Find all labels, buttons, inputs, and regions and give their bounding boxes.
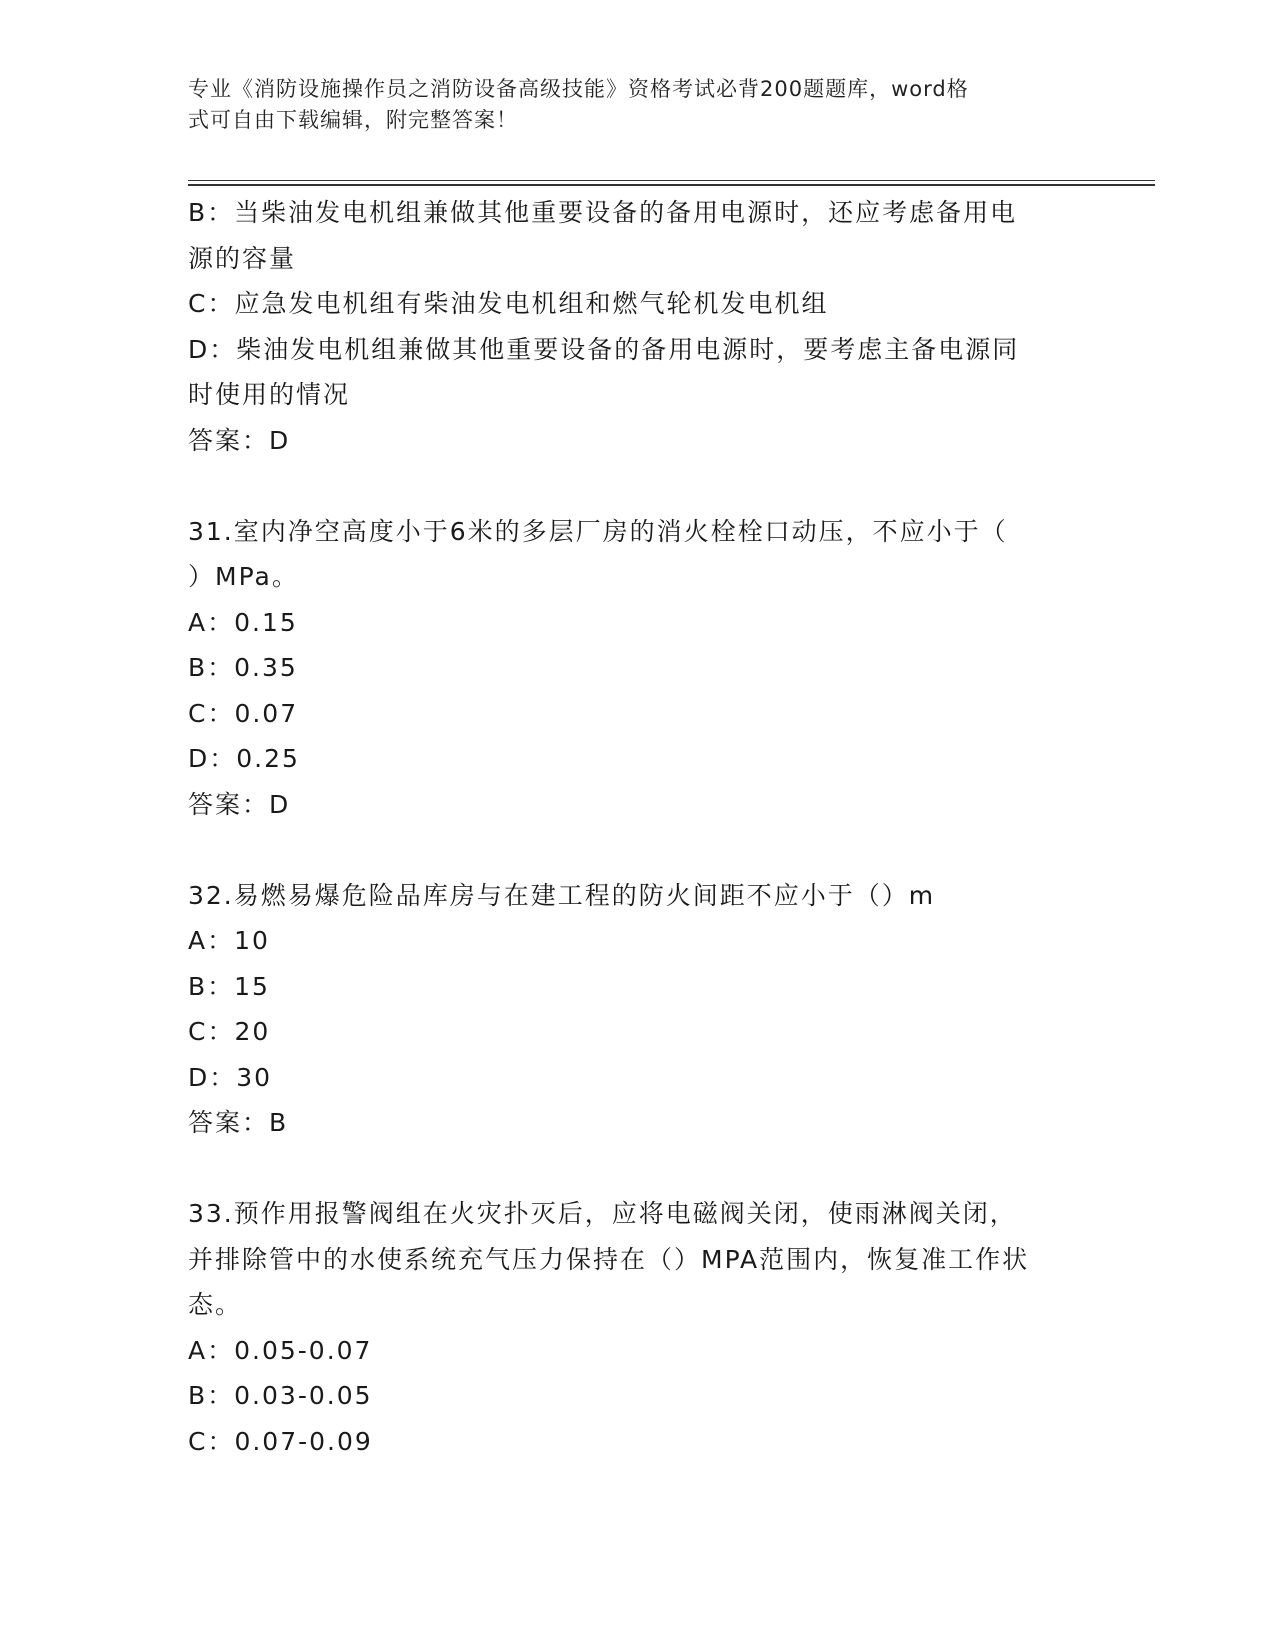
- question-text: 33.预作用报警阀组在火灾扑灭后，应将电磁阀关闭，使雨淋阀关闭，: [188, 1199, 1017, 1228]
- option-b: B：当柴油发电机组兼做其他重要设备的备用电源时，还应考虑备用电: [188, 198, 1018, 227]
- option-c: C：0.07: [188, 698, 299, 728]
- question-32: [188, 873, 1088, 1146]
- option-b-continued: 源的容量: [188, 243, 297, 273]
- spacer: [188, 463, 1088, 509]
- question-text: 31.室内净空高度小于6米的多层厂房的消火栓栓口动压，不应小于（: [188, 516, 1008, 546]
- option-b: B：0.35: [188, 653, 298, 682]
- question-text-continued: 态。: [188, 1290, 243, 1319]
- question-text: 32.易燃易爆危险品库房与在建工程的防火间距不应小于（）m: [188, 880, 936, 910]
- answer: 答案：D: [188, 789, 291, 819]
- header-rule-thick: [188, 184, 1155, 186]
- option-a: A：0.15: [188, 607, 298, 637]
- option-d: D：30: [188, 1062, 273, 1092]
- option-a: A：0.05-0.07: [188, 1335, 373, 1365]
- option-d: D：0.25: [188, 744, 300, 773]
- option-d-continued: 时使用的情况: [188, 380, 351, 409]
- question-text-continued: ）MPa。: [188, 562, 299, 591]
- spacer: [188, 827, 1088, 873]
- question-list: [188, 190, 1088, 1464]
- header-line-2: 式可自由下载编辑，附完整答案！: [188, 108, 518, 132]
- header-line-1: 专业《消防设施操作员之消防设备高级技能》资格考试必背200题题库，word格: [188, 77, 969, 101]
- option-d: D：柴油发电机组兼做其他重要设备的备用电源时，要考虑主备电源同: [188, 334, 1020, 364]
- question-33: [188, 1191, 1088, 1464]
- answer: 答案：B: [188, 1108, 289, 1137]
- option-a: A：10: [188, 926, 270, 955]
- question-31: [188, 509, 1088, 828]
- document-header: [188, 74, 1078, 136]
- answer: 答案：D: [188, 425, 291, 455]
- option-b: B：0.03-0.05: [188, 1381, 373, 1410]
- question-text-continued: 并排除管中的水使系统充气压力保持在（）MPA范围内，恢复准工作状: [188, 1244, 1030, 1274]
- spacer: [188, 1146, 1088, 1192]
- option-c: C：20: [188, 1017, 271, 1046]
- option-b: B：15: [188, 971, 270, 1001]
- header-rule-thin: [188, 180, 1155, 181]
- option-c: C：应急发电机组有柴油发电机组和燃气轮机发电机组: [188, 289, 829, 318]
- option-c: C：0.07-0.09: [188, 1426, 373, 1456]
- question-30-continued: [188, 190, 1088, 463]
